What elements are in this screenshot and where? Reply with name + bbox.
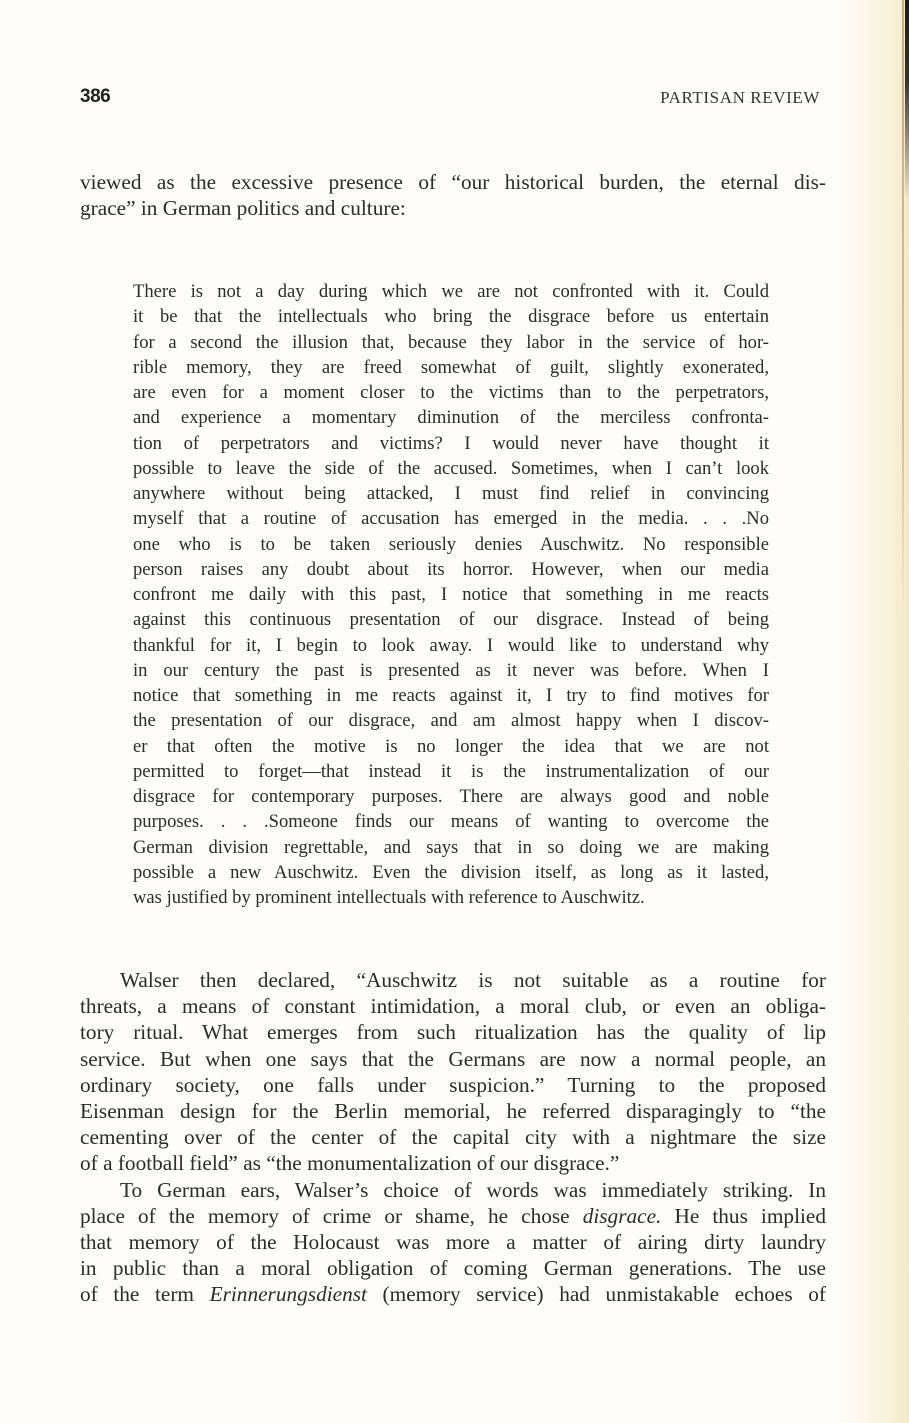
running-head — [80, 86, 820, 112]
text-line: grace” in German politics and culture: — [80, 196, 406, 221]
text-line: cementing over of the center of the capital city with a nightmare the size — [80, 1125, 826, 1150]
journal-title: PARTISAN REVIEW — [660, 88, 820, 107]
quote-line: er that often the motive is no longer the idea that we are not — [133, 735, 769, 757]
text-line — [80, 1203, 826, 1229]
text-line — [80, 1281, 826, 1307]
quote-line: German division regrettable, and says that in so doing we are making — [133, 836, 769, 858]
quote-line: tion of perpetrators and victims? I would never have thought it — [133, 432, 769, 454]
italic-term-erinnerungsdienst: Erinnerungsdienst — [209, 1282, 367, 1307]
text-line: in public than a moral obligation of coming German generations. The use — [80, 1256, 826, 1281]
book-binding-line — [902, 0, 904, 620]
text-line: Eisenman design for the Berlin memorial, he referred disparagingly to “the — [80, 1099, 826, 1124]
text-line: To German ears, Walser’s choice of words was immediately striking. In — [120, 1177, 826, 1202]
quote-line: person raises any doubt about its horror. However, when our media — [133, 558, 769, 580]
text-line: ordinary society, one falls under suspicion.” Turning to the proposed — [80, 1072, 826, 1097]
quote-line: for a second the illusion that, because they labor in the service of hor- — [133, 331, 769, 353]
quote-line: rible memory, they are freed somewhat of guilt, slightly exonerated, — [133, 356, 769, 378]
text-line: tory ritual. What emerges from such ritualization has the quality of lip — [80, 1020, 826, 1045]
block-quote — [133, 279, 769, 910]
quote-line: the presentation of our disgrace, and am almost happy when I discov- — [133, 710, 769, 732]
text-line: viewed as the excessive presence of “our historical burden, the eternal dis- — [80, 170, 826, 194]
quote-line: against this continuous presentation of our disgrace. Instead of being — [133, 609, 769, 631]
quote-line: There is not a day during which we are not confronted with it. Could — [133, 281, 769, 302]
quote-line: myself that a routine of accusation has emerged in the media. . . .No — [133, 508, 769, 530]
quote-line: was justified by prominent intellectuals with reference to Auschwitz. — [133, 887, 645, 908]
text-line: that memory of the Holocaust was more a matter of airing dirty laundry — [80, 1230, 826, 1255]
text-run: of the term — [80, 1282, 210, 1307]
quote-line: notice that something in me reacts against it, I try to find motives for — [133, 685, 769, 706]
quote-line: it be that the intellectuals who bring the disgrace before us entertain — [133, 306, 769, 328]
italic-term-disgrace: disgrace. — [582, 1203, 662, 1228]
page-edge-shading — [839, 0, 909, 1423]
paragraph-walser-declared — [80, 967, 826, 1177]
paragraph-german-ears — [80, 1177, 826, 1308]
text-run: place of the memory of crime or shame, he chose — [80, 1203, 583, 1228]
text-run: (memory service) had unmistakable echoes of — [366, 1282, 826, 1307]
lead-paragraph — [80, 169, 826, 221]
quote-line: confront me daily with this past, I notice that something in me reacts — [133, 584, 769, 605]
page-number: 386 — [80, 86, 111, 107]
text-run: He thus implied — [661, 1203, 827, 1228]
quote-line: in our century the past is presented as it never was before. When I — [133, 659, 769, 681]
text-line: Walser then declared, “Auschwitz is not suitable as a routine for — [120, 968, 826, 992]
quote-line: are even for a moment closer to the victims than to the perpetrators, — [133, 382, 769, 403]
body-after-quote — [80, 967, 826, 1308]
quote-line: one who is to be taken seriously denies Auschwitz. No responsible — [133, 533, 769, 555]
quote-line: and experience a momentary diminution of the merciless confronta- — [133, 407, 769, 429]
quote-line: permitted to forget—that instead it is the instrumentalization of our — [133, 760, 769, 782]
text-line: of a football field” as “the monumentalization of our disgrace.” — [80, 1151, 620, 1176]
text-line: threats, a means of constant intimidation, a moral club, or even an obliga- — [80, 994, 826, 1019]
quote-line: anywhere without being attacked, I must find relief in convincing — [133, 483, 769, 504]
quote-line: disgrace for contemporary purposes. There are always good and noble — [133, 786, 769, 807]
quote-line: possible to leave the side of the accused. Sometimes, when I can’t look — [133, 457, 769, 479]
quote-line: thankful for it, I begin to look away. I would like to understand why — [133, 634, 769, 656]
quote-line: possible a new Auschwitz. Even the division itself, as long as it lasted, — [133, 861, 769, 883]
quote-line: purposes. . . .Someone finds our means of wanting to overcome the — [133, 811, 769, 833]
text-line: service. But when one says that the Germans are now a normal people, an — [80, 1046, 826, 1071]
book-binding-edge — [905, 0, 909, 200]
